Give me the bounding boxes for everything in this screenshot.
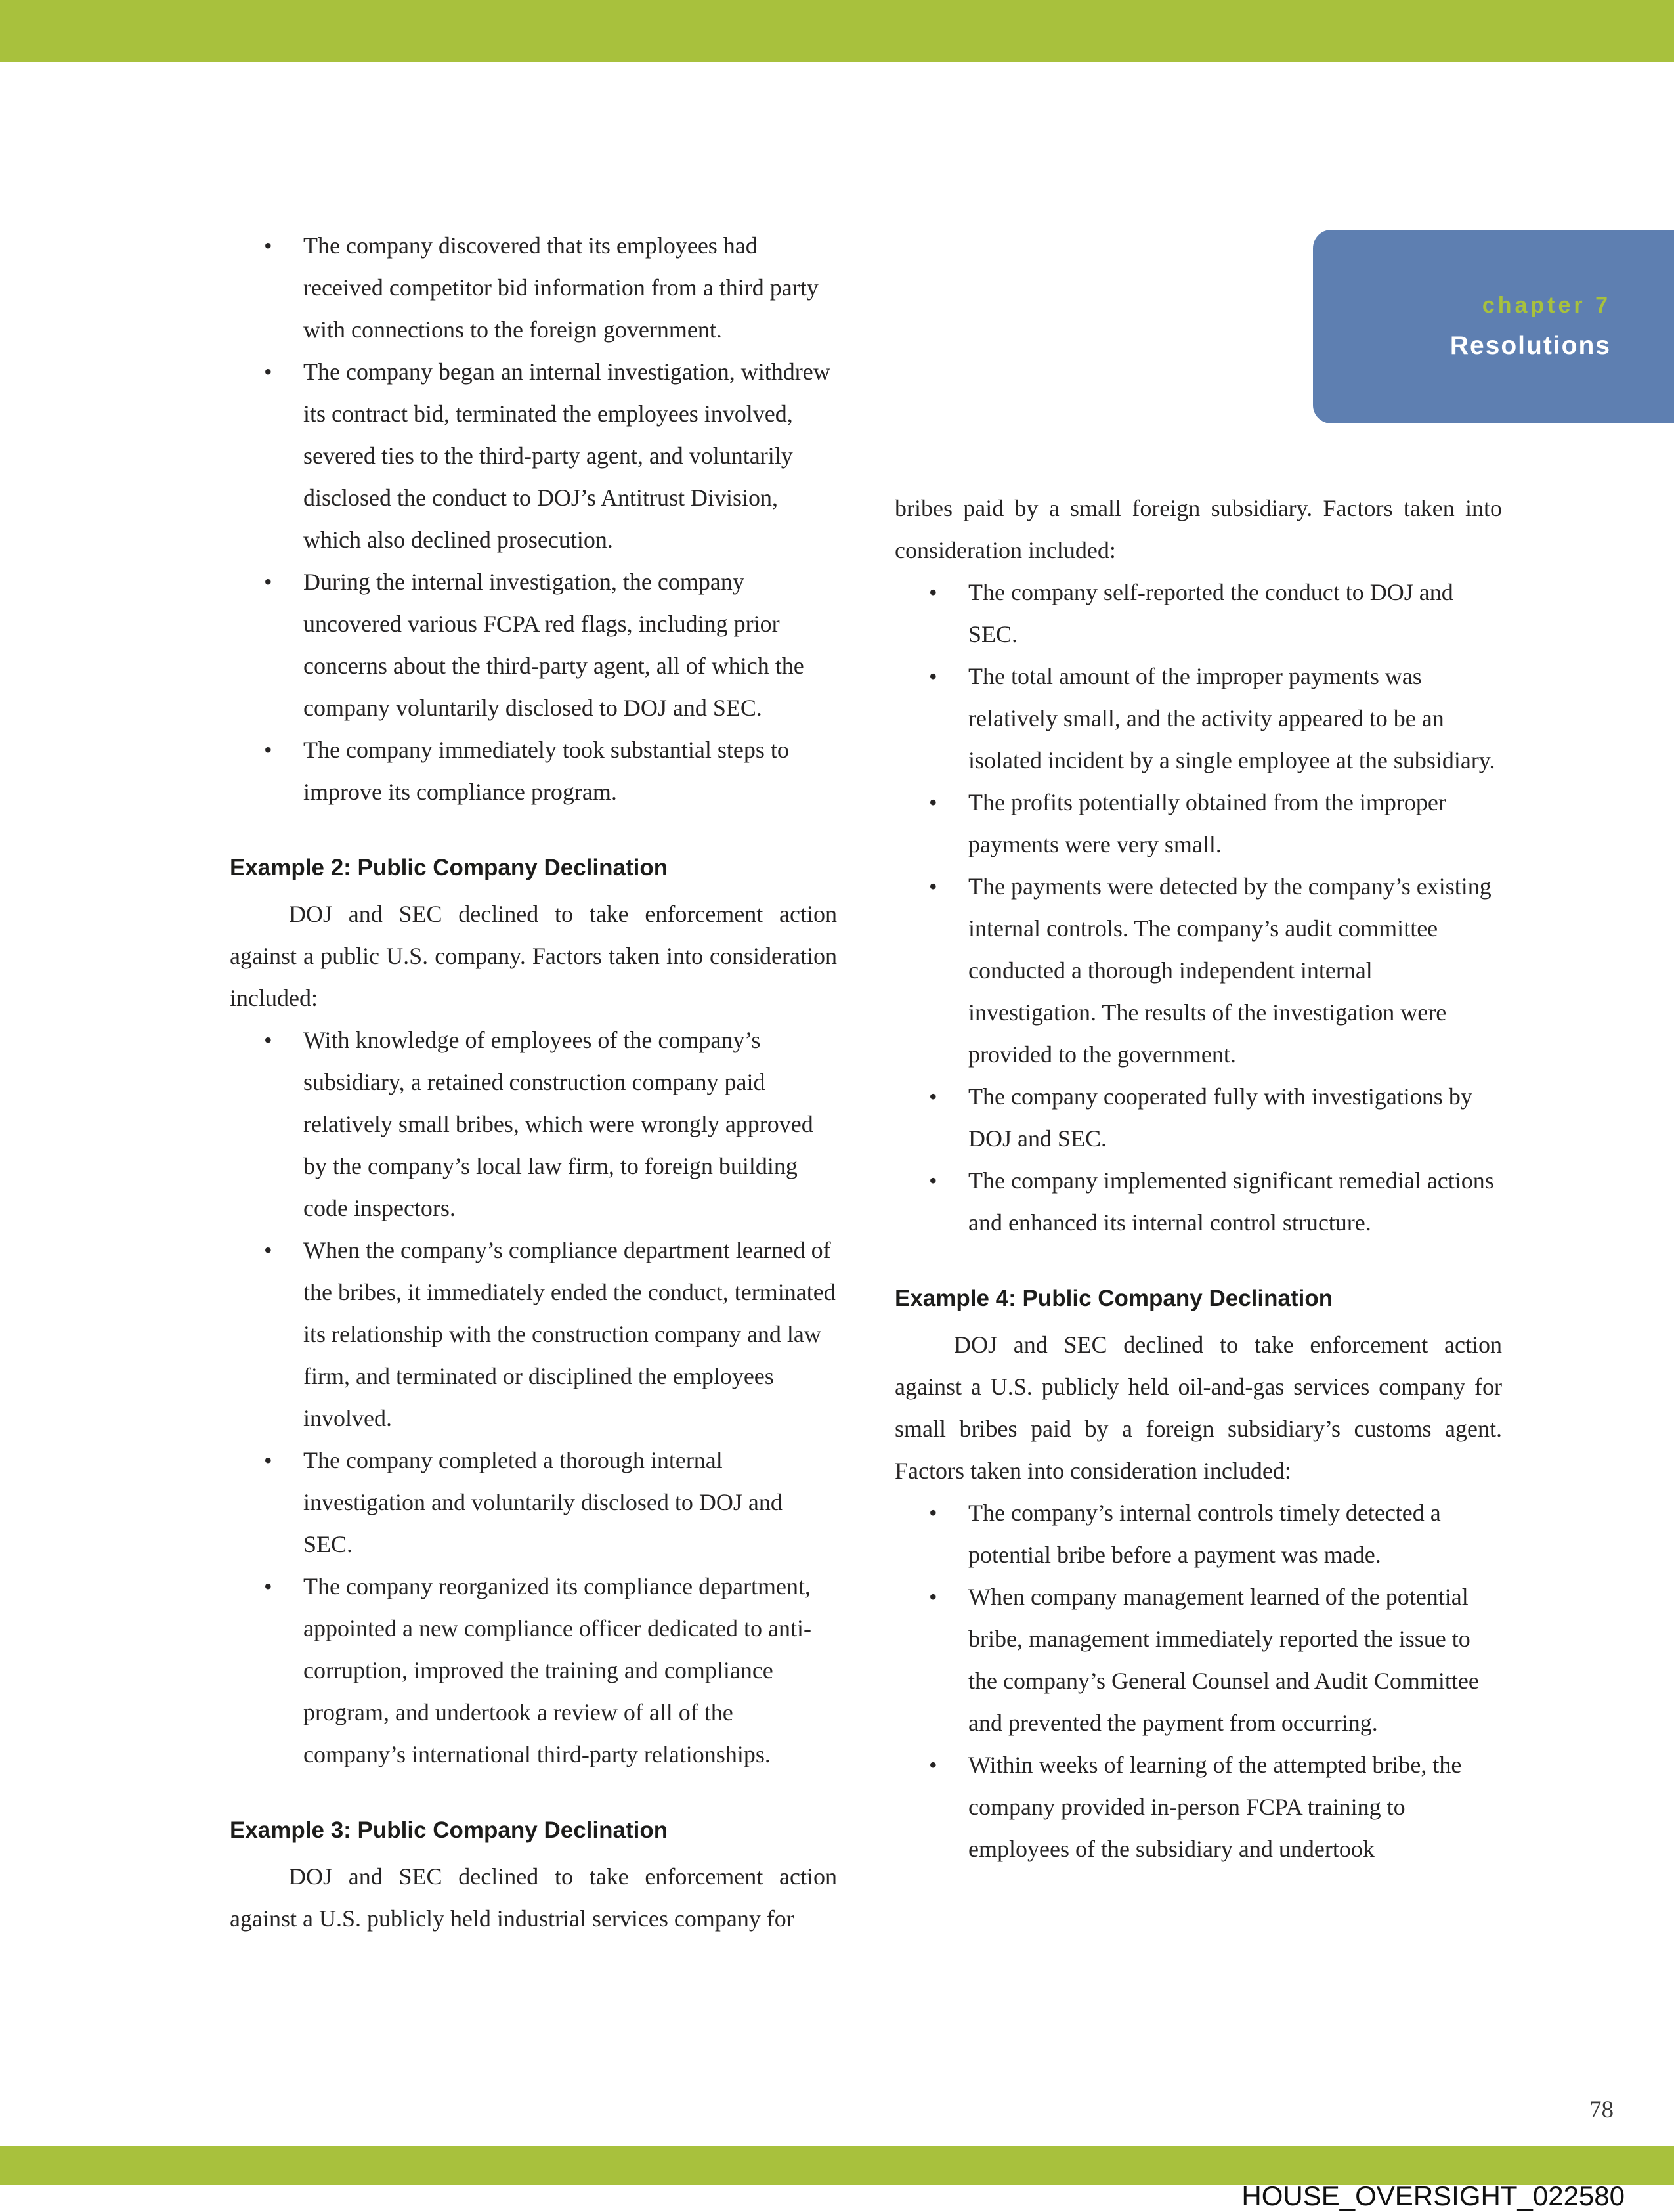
bullet-item: • When company management learned of the potential bribe, management immediately reported the issue to the company’s General Counsel and Audit Committee and prevented the payment from occurring. xyxy=(895,1576,1502,1744)
bullet-item: • The total amount of the improper payments was relatively small, and the activity appeared to be an isolated incident by a single employee at the subsidiary. xyxy=(895,655,1502,781)
bullet-item: • The company began an internal investigation, withdrew its contract bid, terminated the employees involved, severed ties to the third-party agent, and voluntarily disclosed the conduct to DOJ’s Antitrust Division, which also declined prosecution. xyxy=(230,351,837,561)
right-column xyxy=(895,487,1502,1870)
bullet-item: • The company implemented significant remedial actions and enhanced its internal control structure. xyxy=(895,1160,1502,1244)
bullet-item: • When the company’s compliance department learned of the bribes, it immediately ended the conduct, terminated its relationship with the construction company and law firm, and terminated or disciplined the employees involved. xyxy=(230,1229,837,1439)
example2-heading: Example 2: Public Company Declination xyxy=(230,855,668,880)
bullet-item: • The profits potentially obtained from the improper payments were very small. xyxy=(895,781,1502,865)
page-number: 78 xyxy=(1589,2096,1614,2123)
bullet-item: • With knowledge of employees of the company’s subsidiary, a retained construction company paid relatively small bribes, which were wrongly approved by the company’s local law firm, to foreign building code inspectors. xyxy=(230,1019,837,1229)
bottom-accent-bar xyxy=(0,2146,1674,2185)
bullet-item: • During the internal investigation, the company uncovered various FCPA red flags, including prior concerns about the third-party agent, all of which the company voluntarily disclosed to DOJ and SEC. xyxy=(230,561,837,729)
example4-intro: DOJ and SEC declined to take enforcement action against a U.S. publicly held oil-and-gas services company for small bribes paid by a foreign subsidiary’s customs agent. Factors taken into consideration included: xyxy=(895,1332,1502,1484)
example2-bullet-list xyxy=(230,1019,837,1775)
example1-bullet-list xyxy=(230,225,837,813)
example2-intro: DOJ and SEC declined to take enforcement action against a public U.S. company. Factors taken into consideration included: xyxy=(230,901,837,1011)
example4-heading: Example 4: Public Company Declination xyxy=(895,1286,1333,1311)
bullet-item: • The company completed a thorough internal investigation and voluntarily disclosed to DOJ and SEC. xyxy=(230,1439,837,1565)
example3-heading: Example 3: Public Company Declination xyxy=(230,1817,668,1843)
bullet-item: • The company cooperated fully with investigations by DOJ and SEC. xyxy=(895,1075,1502,1160)
bullet-item: • The company discovered that its employees had received competitor bid information from a third party with connections to the foreign government. xyxy=(230,225,837,351)
bullet-item: • The company immediately took substantial steps to improve its compliance program. xyxy=(230,729,837,813)
chapter-label: chapter 7 xyxy=(1482,293,1611,318)
top-accent-bar xyxy=(0,0,1674,62)
left-column xyxy=(230,225,837,1940)
watermark-text: HOUSE_OVERSIGHT_022580 xyxy=(1241,2180,1625,2211)
bullet-item: • Within weeks of learning of the attempted bribe, the company provided in-person FCPA training to employees of the subsidiary and undertook xyxy=(895,1744,1502,1870)
bullet-item: • The payments were detected by the company’s existing internal controls. The company’s audit committee conducted a thorough independent internal investigation. The results of the investigation were provided to the government. xyxy=(895,865,1502,1075)
example3-bullet-list xyxy=(895,571,1502,1244)
bullet-item: • The company self-reported the conduct to DOJ and SEC. xyxy=(895,571,1502,655)
bullet-item: • The company reorganized its compliance department, appointed a new compliance officer dedicated to anti-corruption, improved the training and compliance program, and undertook a review of all of the company’s international third-party relationships. xyxy=(230,1565,837,1775)
example3-continuation: bribes paid by a small foreign subsidiary. Factors taken into consideration included: xyxy=(895,495,1502,563)
example4-bullet-list xyxy=(895,1492,1502,1870)
bullet-item: • The company’s internal controls timely detected a potential bribe before a payment was made. xyxy=(895,1492,1502,1576)
chapter-title: Resolutions xyxy=(1449,332,1611,360)
example3-intro: DOJ and SEC declined to take enforcement action against a U.S. publicly held industrial services company for xyxy=(230,1863,837,1932)
chapter-tab xyxy=(1313,230,1674,423)
